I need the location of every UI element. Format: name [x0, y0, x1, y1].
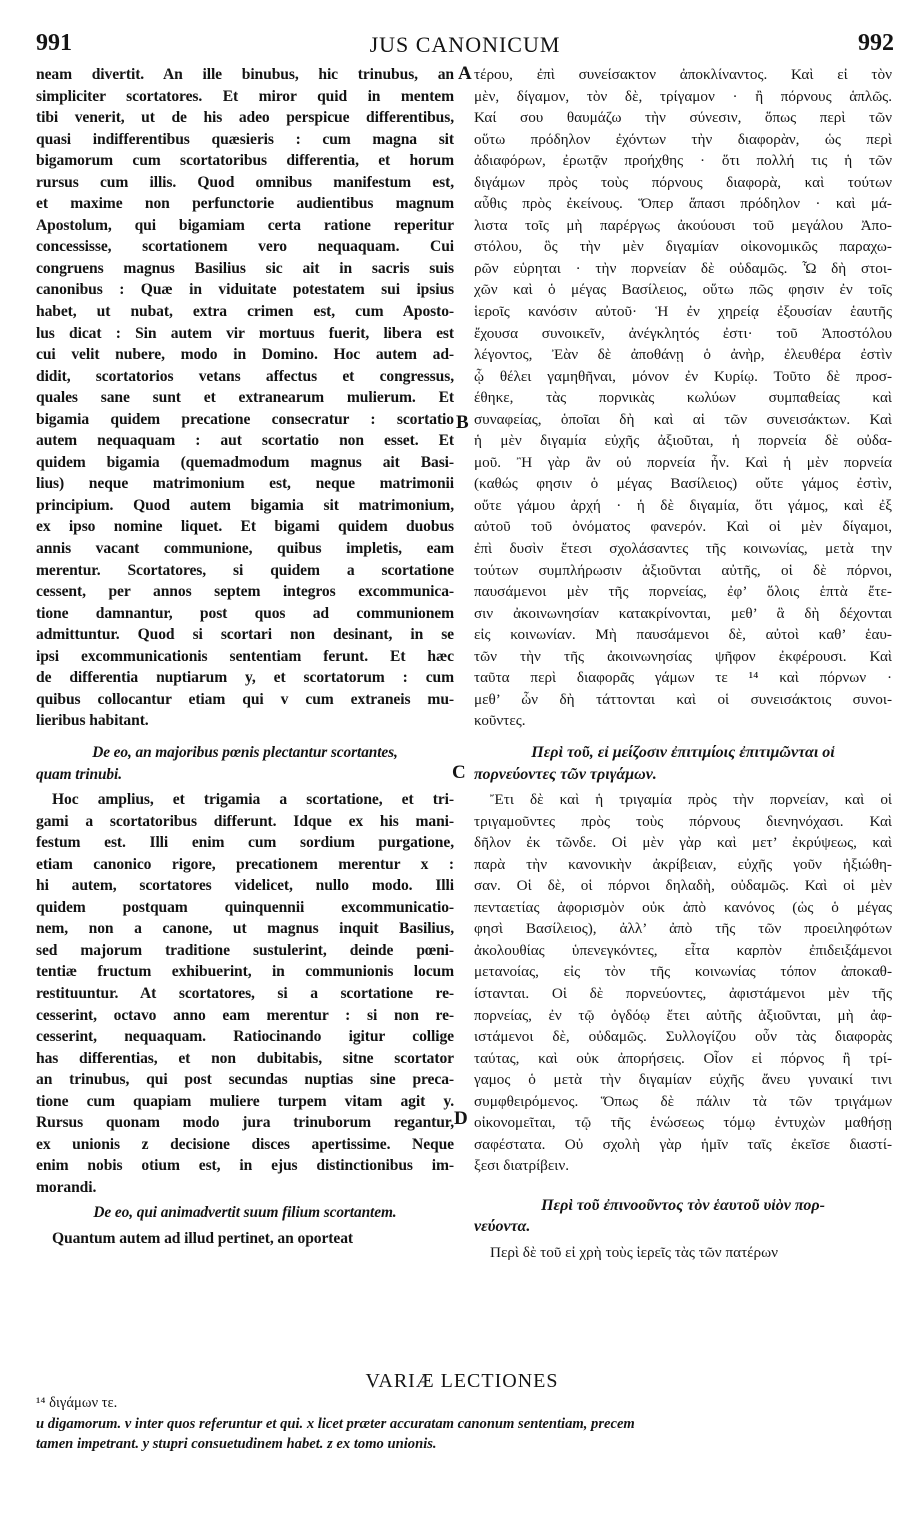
text-line: ex ipso nomine liquet. Et bigami quidem duobus [36, 518, 454, 536]
margin-marker-d: D [454, 1108, 468, 1129]
text-line: ταῦτα περὶ διαφορᾶς γάμων τε ¹⁴ καὶ πόρνων · [474, 669, 892, 687]
text-line: tentiæ fructum exhibuerint, in communionis locum [36, 963, 454, 981]
text-line: οὔτε γάμου ἀρχή · ἡ δὲ διγαμία, ὅτι γάμος, καὶ ἐξ [474, 496, 892, 514]
text-line: οἰκονομεῖται, τῷ τῆς ἑνώσεως τόμῳ ἐντυχὼν μαθήσῃ [474, 1114, 892, 1132]
text-line: neam divertit. An ille binubus, hic trinubus, an [36, 66, 454, 83]
text-line: κοῦντες. [474, 712, 526, 730]
margin-marker-b: B [456, 412, 469, 433]
text-line: lus dicat : Sin autem vir mortuus fuerit, libera est [36, 324, 454, 342]
text-line: (καθώς φησιν ὁ μέγας Βασίλειος) οὔτε γάμος ἐστὶν, [474, 475, 892, 493]
latin-text-block-3 [36, 1228, 454, 1250]
text-line: φησὶ Βασίλειος), ἀλλ’ ἀπὸ τῆς τῶν προειληφότων [474, 920, 892, 938]
text-line: ἀκολουθίας ὑπενεγκόντες, εἶτα καρπὸν ἐπιδειξάμενοι [474, 941, 892, 959]
text-line: πενταετίας ἀφορισμὸν οὐκ ἀπὸ κανόνος (ὡς ὁ μέγας [474, 898, 892, 916]
text-line: Hoc amplius, et trigamia a scortatione, et tri- [52, 791, 454, 809]
text-line: τῶν τὴν τῆς ἀκοινωνησίας ψῆφον ἐκφέρουσι. Καὶ [474, 647, 892, 665]
text-line: λιστα τοῖς μὴ παρέργως ἀκούουσι τοῦ μεγάλου Ἀπο- [474, 216, 892, 234]
latin-text-block-1 [36, 64, 454, 732]
text-line: cessent, per annos septem integros excommunica- [36, 583, 454, 601]
text-line: τέρου, ἐπὶ συνείσακτον ἀποκλίναντος. Καὶ εἰ τὸν [474, 66, 892, 83]
text-line: ἱεροῖς κανόσιν αὐτοῦ· Ἡ ἐν χηρείᾳ ἐξουσίαν ἑαυτῆς [474, 303, 892, 321]
text-line: merentur. Scortatores, si quidem a scortatione [36, 561, 454, 579]
text-line: μεθ’ ὧν δὴ τάττονται καὶ οἱ συνεισάκτοις συνοι- [474, 690, 892, 708]
text-line: ίστανται. Οἱ δὲ πορνεύοντες, ἀφιστάμενοι μὲν τῆς [474, 984, 892, 1002]
text-line: διγάμων πρὸς τοὺς πόρνους διαφορὰ, καὶ τούτων [474, 173, 892, 191]
footnote-latin-line-2: tamen impetrant. y stupri consuetudinem habet. z ex tomo unionis. [36, 1436, 437, 1452]
text-line: ᾧ θέλει γαμηθῆναι, μόνον ἐν Κυρίῳ. Τοῦτο δὲ προσ- [474, 367, 892, 385]
text-line: tione damnantur, post quos ad communionem [36, 604, 454, 622]
text-line: Περὶ τοῦ ἐπινοοῦντος τὸν ἑαυτοῦ υἱὸν πορ- [541, 1196, 825, 1214]
text-line: tibi venerit, ut de his adeo perspicue differentibus, [36, 109, 454, 127]
text-line: simpliciter scortatores. Et miror quid in mentem [36, 87, 454, 105]
text-line: σιν ἀκοινωνησίαν κατακρίνονται, μεθ’ ἃ δὴ δέχονται [474, 604, 892, 622]
text-line: an trinubus, qui post secundas nuptias sine preca- [36, 1071, 454, 1089]
text-line: ἀδιαφόρων, ἐρωτᾷν προήχθης · ὅτι πολλή τις ἡ τῶν [474, 152, 892, 170]
text-line: autem nequaquam : aut scortatio non esset. Et [36, 432, 454, 450]
text-line: αὖθις πρὸς ἐκείνους. Ὅπερ ἅπασι πρόδηλον · καὶ μά- [474, 195, 892, 213]
text-line: quales sane sunt et extranearum mulierum. Et [36, 389, 454, 407]
greek-heading-2 [474, 1195, 892, 1238]
text-line: ρῶν εὑρηται · τὴν πορνείαν δὲ οὐδαμῶς. Ὧ δὴ στοι- [474, 259, 892, 277]
text-line: ἔχουσα συνοικεῖν, ἀνέγκλητός ἐστι· τοῦ Ἀποστόλου [474, 324, 892, 342]
text-line: έθηκε, τὰς πορνικὰς κωλύων συμπαθείας καὶ [474, 389, 892, 407]
text-line: didit, scortatorios vetans affectus et congressus, [36, 367, 454, 385]
text-line: concessisse, scortationem vero nequaquam. Cui [36, 238, 454, 256]
text-line: cesserint, nequaquam. Ratiocinando igitur collige [36, 1028, 454, 1046]
latin-text-block-2 [36, 789, 454, 1198]
text-line: σαφέστατα. Οὐ σχολὴ γὰρ ἡμῖν ταῖς ἐκεῖσε διαστί- [474, 1135, 892, 1153]
text-line: principium. Quod autem bigamia sit matrimonium, [36, 496, 454, 514]
text-line: restituuntur. At scortatores, si a scortatione re- [36, 984, 454, 1002]
text-line: lius) neque matrimonium est, neque matrimonii [36, 475, 454, 493]
text-line: nem, non a canone, ut magnus inquit Basilius, [36, 920, 454, 938]
text-line: λέγοντος, Ἐὰν δὲ ἀποθάνῃ ὁ ἀνὴρ, ἐλευθέρα ἐστὶν [474, 346, 892, 364]
text-line: de differentia nuptiarum y, et scortatorum : cum [36, 669, 454, 687]
text-line: τούτων συμπλήρωσιν ἀξιοῦνται αὐτῆς, οἱ δὲ πόρνοι, [474, 561, 892, 579]
text-line: χῶν καὶ ὁ μέγας Βασίλειος, οὕτω πῶς φησιν ἐν τοῖς [474, 281, 892, 299]
latin-heading-1 [36, 742, 454, 785]
text-line: De eo, an majoribus pœnis plectantur scortantes, [92, 743, 398, 761]
text-line: Ἔτι δὲ καὶ ἡ τριγαμία πρὸς τὴν πορνείαν, καὶ οἱ [490, 791, 892, 809]
text-line: αὐτοῦ τοῦ ὀνόματος φανερόν. Καὶ οἱ μὲν δίγαμοι, [474, 518, 892, 536]
text-line: ἐπὶ δυσὶν ἔτεσι σχολάσαντες τῆς κοινωνίας, μετὰ την [474, 540, 892, 558]
text-line: quibus collocantur etiam qui v cum extraneis mu- [36, 690, 454, 708]
text-line: Apostolum, qui bigamiam certa ratione reperitur [36, 216, 454, 234]
text-line: πορνεύοντες τῶν τριγάμων. [474, 765, 657, 783]
text-line: habet, ut nubat, extra crimen est, cum Aposto- [36, 303, 454, 321]
text-line: lieribus habitant. [36, 712, 149, 730]
text-line: ἡ μὲν διγαμία εὐχῆς ἀξιοῦται, ἡ πορνεία δὲ οὐδα- [474, 432, 892, 450]
text-line: παυσάμενοι μὲν τῆς πορνείας, ἐφ’ ὅλοις ἑπτὰ ἔτε- [474, 583, 892, 601]
greek-text-block-2 [474, 789, 892, 1177]
text-line: has differentias, et non dubitabis, sitne scortator [36, 1049, 454, 1067]
text-line: admittuntur. Quod si scortari non desinant, in se [36, 626, 454, 644]
page-number-left: 991 [36, 30, 72, 56]
text-line: ξεσι διατρίβειν. [474, 1157, 570, 1175]
text-line: quam trinubi. [36, 765, 122, 783]
page-number-right: 992 [858, 30, 894, 56]
greek-text-block-1 [474, 64, 892, 732]
text-line: etiam canonico rigore, precationem merentur x : [36, 855, 454, 873]
text-line: συμφθειρόμενος. Ὅπως δὲ πάλιν τὰ τῶν τριγάμων [474, 1092, 892, 1110]
text-line: Καί σου θαυμάζω τὴν σύνεσιν, ὅπως περὶ τῶν [474, 109, 892, 127]
text-line: μὲν, δίγαμον, τὸν δὲ, τρίγαμον · ἢ πόρνους ἁπλῶς. [474, 87, 892, 105]
text-line: ιστάμενοι δὲ, οὐδαμῶς. Συλλογίζου οὖν τὰς διαφορὰς [474, 1028, 892, 1046]
variae-lectiones-title: VARIÆ LECTIONES [365, 1370, 559, 1392]
running-title: JUS CANONICUM [369, 32, 561, 57]
text-line: congruens magnus Basilius sic ait in sacris suis [36, 259, 454, 277]
text-line: σαν. Οἱ δὲ, οἱ πόρνοι δηλαδὴ, οὐδαμῶς. Καὶ οἱ μὲν [474, 877, 892, 895]
text-line: cesserint, octavo anno eam merentur : si non re- [36, 1006, 454, 1024]
text-line: συναφείας, ὁποῖαι δὴ καὶ αἱ τῶν συνεισάκτων. Καὶ [474, 410, 892, 428]
text-line: εἰς κοινωνίαν. Μὴ παυσάμενοι δὲ, αὐτοὶ καθ’ ἑαυ- [474, 626, 892, 644]
text-line: festum est. Illi enim cum sordium purgatione, [36, 834, 454, 852]
text-line: Περὶ δὲ τοῦ εἰ χρὴ τοὺς ἱερεῖς τὰς τῶν πατέρων [490, 1243, 778, 1261]
latin-heading-2: De eo, qui animadvertit suum filium scortantem. [93, 1204, 397, 1222]
text-line: ex unionis z decisione disces apertissime. Neque [36, 1135, 454, 1153]
text-line: hi autem, scortatores videlicet, nullo modo. Illi [36, 877, 454, 895]
text-line: gami a scortatoribus differunt. Idque ex his mani- [36, 812, 454, 830]
text-line: μετανοίας, εἰς τὸν τῆς κοινωνίας τόπον ἀποκαθ- [474, 963, 892, 981]
text-line: Περὶ τοῦ, εἰ μείζοσιν ἐπιτιμίοις ἐπιτιμῶνται οἱ [531, 743, 835, 761]
text-line: et maxime non perfunctorie audientibus magnum [36, 195, 454, 213]
margin-marker-a: A [458, 63, 472, 84]
text-line: γαμος ὁ μετὰ τὴν διγαμίαν εὐχῆς ἄνευ γυναικί τινι [474, 1071, 892, 1089]
text-line: τριγαμοῦντες πρὸς τοὺς πόρνους διενηνόχασι. Καὶ [474, 812, 892, 830]
text-line: νεύοντα. [474, 1218, 531, 1236]
text-line: enim nobis otium est, in ejus distinctionibus im- [36, 1157, 454, 1175]
text-line: tione cum quapiam muliere turpem vitam agit y. [36, 1092, 454, 1110]
text-line: bigamorum cum scortatoribus differentia, et horum [36, 152, 454, 170]
text-line: οὕτω πρόδηλον ἐχόντων τὴν διαφορὰν, ὡς περὶ [474, 130, 892, 148]
text-line: rursus cum illis. Quod omnibus manifestum est, [36, 173, 454, 191]
text-line: morandi. [36, 1178, 97, 1196]
text-line: στόλου, ὃς τὴν μὲν διγαμίαν οἰκονομικῶς παραχω- [474, 238, 892, 256]
page-header [36, 30, 894, 60]
greek-column [474, 64, 892, 1264]
text-line: μοῦ. Ἢ γὰρ ἂν οὐ πορνεία ἦν. Καὶ ἡ μὲν πορνεία [474, 453, 892, 471]
text-line: ipsi excommunicationis sententiam ferunt. Et hæc [36, 647, 454, 665]
text-line: sed majorum traditione sustulerint, deinde pœni- [36, 941, 454, 959]
text-line: canonibus : Quæ in viduitate potestatem sui ipsius [36, 281, 454, 299]
text-line: πορνείας, ἐν τῷ ὀγδόῳ ἔτει αὐτῆς ἀξιοῦνται, μὴ ἀφ- [474, 1006, 892, 1024]
text-line: annis vacant communione, quibus impletis, eam [36, 540, 454, 558]
footnote-greek: ¹⁴ διγάμων τε. [36, 1395, 118, 1411]
text-line: ταύτας, καὶ οὐκ ἀπορήσεις. Οἷον εἰ πόρνος ἢ τρί- [474, 1049, 892, 1067]
text-line: Rursus quonam modo jura trinuborum regantur, [36, 1114, 454, 1132]
text-line: παρὰ τὴν κανονικὴν ἀκρίβειαν, εὐχῆς γοῦν ἠξιώθη- [474, 855, 892, 873]
margin-marker-c: C [452, 762, 466, 783]
text-line: quidem bigamia (quemadmodum magnus ait Basi- [36, 453, 454, 471]
greek-text-block-3 [474, 1242, 892, 1264]
latin-column [36, 64, 454, 1250]
text-line: quidem postquam quinquennii excommunicatio- [36, 898, 454, 916]
footnote-latin-line-1: u digamorum. v inter quos referuntur et qui. x licet præter accuratam canonum sententiam, precem [36, 1416, 635, 1432]
text-line: δῆλον ἐκ τῶνδε. Οἱ μὲν γὰρ καὶ μετ’ ἐκρύψεως, καὶ [474, 834, 892, 852]
greek-heading-1 [474, 742, 892, 785]
text-line: cui velit nubere, modo in Domino. Hoc autem ad- [36, 346, 454, 364]
text-line: Quantum autem ad illud pertinet, an oporteat [52, 1229, 353, 1247]
text-line: bigamia quidem precatione consecratur : scortatio [36, 410, 454, 428]
text-line: quasi indifferentibus quæsieris : cum magna sit [36, 130, 454, 148]
